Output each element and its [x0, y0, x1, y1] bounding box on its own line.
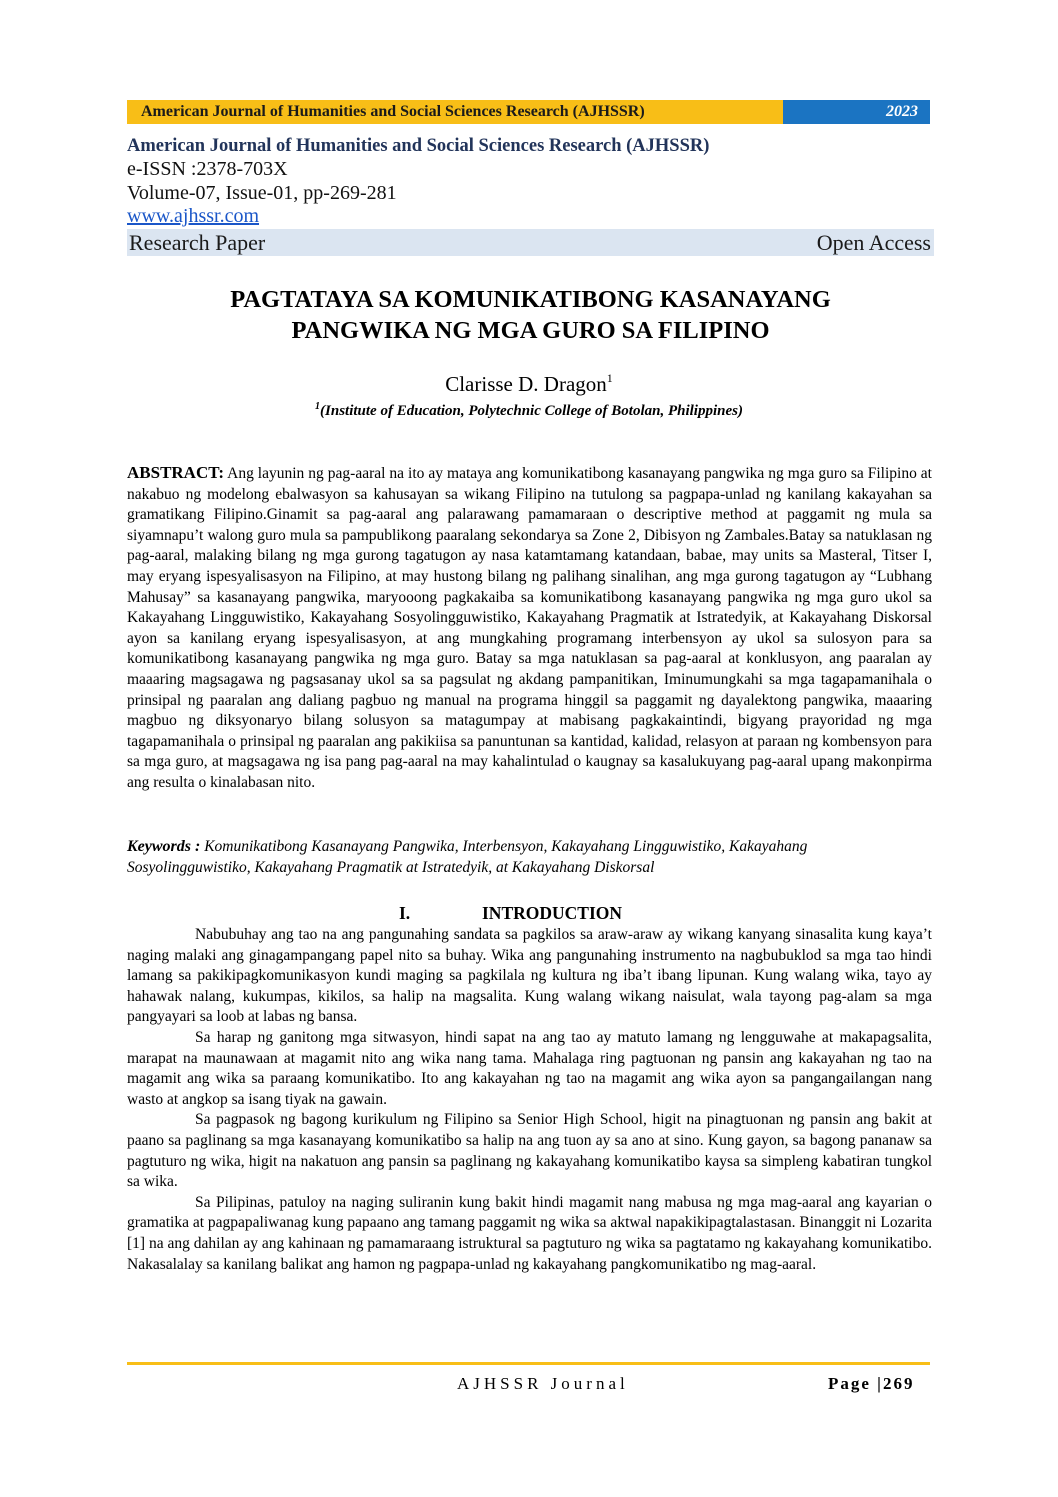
section-heading: [127, 903, 932, 925]
author-superscript: 1: [606, 371, 613, 385]
footer-page-number: 269: [882, 1374, 915, 1393]
footer-journal: AJHSSR Journal: [457, 1374, 629, 1393]
paper-type: Research Paper: [129, 229, 266, 255]
access-type: Open Access: [816, 229, 931, 255]
abstract-label: ABSTRACT:: [127, 463, 224, 482]
paper-type-ribbon: [127, 229, 934, 256]
keywords-label: Keywords :: [127, 838, 201, 855]
section-title: INTRODUCTION: [482, 903, 623, 923]
affiliation: [0, 401, 1058, 420]
abstract: [127, 463, 932, 794]
section-number: I.: [399, 903, 411, 923]
affiliation-text: (Institute of Education, Polytechnic College of Botolan, Philippines): [320, 403, 743, 419]
author: [0, 371, 1058, 397]
volume-issue: Volume-07, Issue-01, pp-269-281: [127, 182, 397, 204]
running-header-journal: American Journal of Humanities and Social Sciences Research (AJHSSR): [127, 100, 783, 124]
abstract-text: Ang layunin ng pag-aaral na ito ay mataya ang komunikatibong kasanayang pangwika ng mga guro sa Filipino at nakabuo ng modelong ebalwasyon sa kahusayan sa wikang Filipino na tutulong sa pagpapa-unlad ng kanilang kakayahan sa gramatikang Filipino.Ginamit sa pag-aaral ang palarawang pamamaraan o descriptive method at paggamit ng mula sa siyamnapu’t walong guro mula sa pampublikong paaralang sekondarya sa Zone 2, Dibisyon ng Zambales.Batay sa natuklasan ng pag-aaral, malaking bilang ng mga gurong tagatugon ay nasa katamtamang katandaan, babae, may units sa Masteral, Titser I, may eryang ispesyalisasyon na Filipino, at may hustong bilang ng palihang sinalihan, ang mga gurong tagatugon ay “Lubhang Mahusay” sa kasanayang pangwika, maryooong pagkakaiba sa komunikatibong kasanayang pangwika ng mga guro ukol sa Kakayahang Lingguwistiko, Kakayahang Sosyolingguwistiko, Kakayahang Pragmatik at Istratedyik, at Kakayahang Diskorsal ayon sa kanilang eryang ispesyalisasyon, at ang mungkahing programang interbensyon ay ukol sa sulosyon para sa komunikatibong kasanayang pangwika ng mga guro. Batay sa mga natuklasan sa pag-aaral at konklusyon, ang paaralan ay maaaring magsagawa ng pagsasanay ukol sa sa pagsulat ng akdang pampanitikan, Iminumungkahi sa mga tagapamanihala o prinsipal ng paaralan ang daliang pagbuo ng manual na programa hinggil sa paggamit ng dayalektong pangwika, maaaring magbuo ng diksyonaryo bilang solusyon sa matagumpay at mabisang pagkakaintindi, bigyang prayoridad ng mga tagapamanihala o prinsipal ng paaralan ang pakikiisa sa panuntunan sa kantidad, kalidad, relasyon at paraan ng kombensyon para sa mga guro, at magsagawa ng isa pang pag-aaral na may kahalintulad o kaugnay sa kasalukuyang pag-aaral upang makonpirma ang resulta o kinalabasan nito.: [127, 465, 932, 791]
footer-divider: [127, 1362, 930, 1365]
running-header: [127, 100, 930, 124]
journal-website-link[interactable]: www.ajhssr.com: [127, 205, 260, 227]
paper-title-line-2: PANGWIKA NG MGA GURO SA FILIPINO: [291, 317, 770, 344]
eissn: e-ISSN :2378-703X: [127, 158, 288, 180]
footer-page-label: Page |: [828, 1374, 883, 1393]
keywords: [127, 836, 932, 878]
intro-paragraph: Sa pagpasok ng bagong kurikulum ng Filipino sa Senior High School, higit na pinagtuonan ng pansin ang bakit at paano sa paglinang sa mga kasanayang komunikatibo sa halip na ang tuon ay sa ano at sino. Kung gayon, sa bagong pananaw sa pagtuturo ng wika, higit na nakatuon ang pansin sa paglinang ng kakayahang komunikatibo kaysa sa simpleng kabatiran tungkol sa wika.: [127, 1111, 932, 1191]
running-header-year: 2023: [783, 100, 930, 124]
intro-paragraph: Sa Pilipinas, patuloy na naging suliranin kung bakit hindi magamit nang mabusa ng mga mag-aaral ang kayarian o gramatika at pagpapaliwanag kung papaano ang tamang paggamit ng wika sa aktwal napakikipagtalastasan. Binanggit ni Lozarita [1] na ang dahilan ay ang kahinaan ng pamamaraang istruktural sa pagtuturo ng wika sa pagtatamo ng kakayahang komunikatibo. Nakasalalay sa kanilang balikat ang hamon ng pagpapa-unlad ng kakayahang pangkomunikatibo ng mag-aaral.: [127, 1193, 932, 1273]
keywords-text: Komunikatibong Kasanayang Pangwika, Interbensyon, Kakayahang Lingguwistiko, Kakayahang Sosyolingguwistiko, Kakayahang Pragmatik at Istratedyik, at Kakayahang Diskorsal: [127, 838, 808, 876]
introduction-body: [127, 925, 932, 1275]
intro-paragraph: Sa harap ng ganitong mga sitwasyon, hindi sapat na ang tao ay matuto lamang ng lengguwahe at makapagsalita, marapat na maunawaan at magamit nito ang wika nang tama. Mahalaga ring pagtuonan ng pansin ang kakayahan ng tao na magamit ang wika sa paraang komunikatibo. Ito ang kakayahan ng tao na magamit ang wika ayon sa pangangailangan nang wasto at angkop sa isang tiyak na gawain.: [127, 1028, 932, 1108]
paper-title: [127, 284, 934, 346]
intro-paragraph: Nabubuhay ang tao na ang pangunahing sandata sa pagkilos sa araw-araw ay wikang kanyang sinasalita kung kaya’t naging malaki ang ginagampangang papel nito sa buhay. Wika ang pangunahing instrumento na nagbubuklod sa mga tao hindi lamang sa pakikipagkomunikasyon kundi maging sa pagkilala ng kultura ng iba’t ibang lipunan. Kung walang wika, tayo ay hahawak nalang, kukumpas, kikilos, sa halip na magsalita. Kung walang wikang naisulat, wala tayong pag-alam sa mga pangyayari sa loob at labas ng bansa.: [127, 926, 932, 1026]
journal-name: American Journal of Humanities and Social Sciences Research (AJHSSR): [127, 136, 710, 156]
paper-title-line-1: PAGTATAYA SA KOMUNIKATIBONG KASANAYANG: [230, 286, 831, 313]
journal-info: [127, 135, 934, 256]
footer-page: [828, 1374, 914, 1394]
affiliation-superscript: 1: [315, 401, 321, 412]
author-name: Clarisse D. Dragon: [445, 372, 607, 396]
